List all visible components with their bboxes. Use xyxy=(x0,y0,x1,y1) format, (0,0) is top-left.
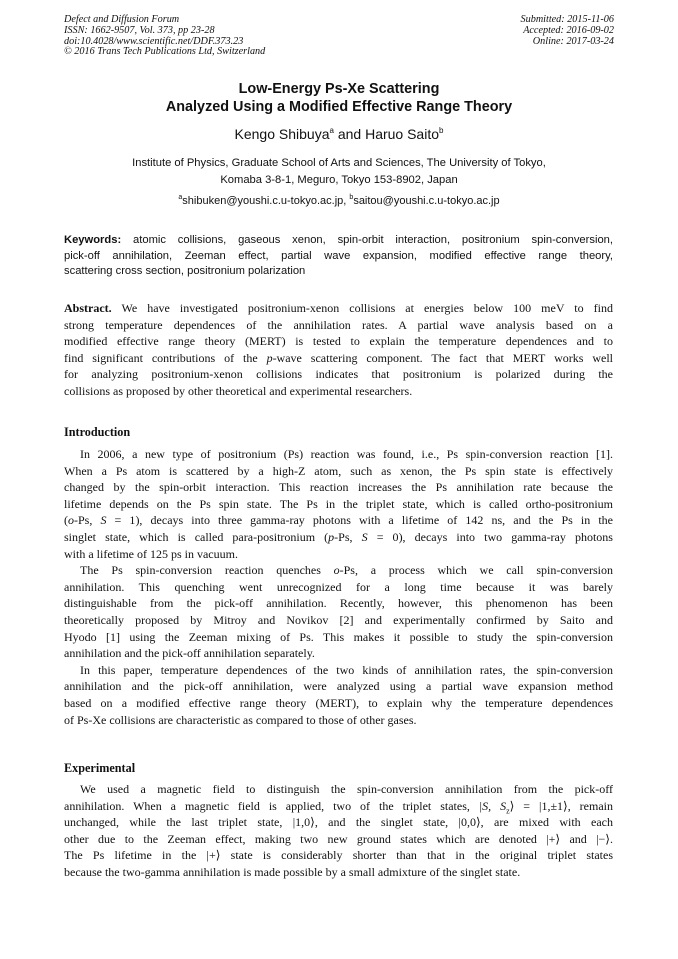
introduction-body xyxy=(64,446,613,728)
copyright: © 2016 Trans Tech Publications Ltd, Switzerland xyxy=(64,46,266,58)
keywords-line: scattering cross section, positronium polarization xyxy=(64,265,306,277)
intro-line: Hyodo [1] using the Zeeman mixing of Ps. This makes it possible to study the spin-conversion xyxy=(64,629,613,644)
exp-line: The Ps lifetime in the |+⟩ state is considerably shorter than that in the original triplet states xyxy=(64,848,614,863)
abstract-line: Abstract. We have investigated positronium-xenon collisions at energies below 100 meV to find xyxy=(64,301,613,315)
intro-line: singlet state, which is called para-positronium (p-Ps, S = 0), decays into two gamma-ray photons xyxy=(64,529,613,544)
email-separator: , xyxy=(343,195,350,207)
intro-line: changed by the spin-orbit interaction. This reaction increases the Ps annihilation rate because the xyxy=(64,480,613,495)
title-line-2: Analyzed Using a Modified Effective Range Theory xyxy=(165,99,513,115)
submitted-date: Submitted: 2015-11-06 xyxy=(520,14,614,25)
author-emails xyxy=(0,194,678,208)
abstract-label: Abstract. xyxy=(64,301,112,315)
email-marker: b xyxy=(349,194,354,201)
section-heading-experimental: Experimental xyxy=(64,761,136,775)
affiliation xyxy=(0,155,678,189)
intro-line: The Ps spin-conversion reaction quenches o-Ps, a process which we call spin-conversion xyxy=(80,563,613,578)
intro-line: with a lifetime of 125 ps in vacuum. xyxy=(64,546,238,561)
exp-line: because the two-gamma annihilation is made possible by a small admixture of the singlet state. xyxy=(64,864,521,879)
issn-volume: ISSN: 1662-9507, Vol. 373, pp 23-28 xyxy=(64,24,215,36)
abstract-block xyxy=(64,300,613,400)
abstract-line: strong temperature dependences of the annihilation rates. A partial wave analysis based on a xyxy=(64,317,613,332)
exp-line: unchanged, while the last triplet state, |1,0⟩, and the singlet state, |0,0⟩, are mixed with each xyxy=(64,815,613,830)
keywords-label: Keywords: xyxy=(64,234,122,246)
affiliation-marker: a xyxy=(329,126,334,135)
publication-dates xyxy=(521,15,614,47)
intro-line: When a Ps atom is scattered by a high-Z atom, such as xenon, the Ps spin state is effectively xyxy=(64,463,613,478)
keywords-block xyxy=(64,233,613,280)
intro-line: In this paper, temperature dependences of the two kinds of annihilation rates, the spin-conversion xyxy=(80,662,613,677)
intro-line: annihilation and the pick-off annihilation, were analyzed using a partial wave expansion method xyxy=(64,679,613,694)
online-date: Online: 2017-03-24 xyxy=(532,35,614,47)
exp-line: other due to the Zeeman effect, making two new ground states which are denoted |+⟩ and |−⟩. xyxy=(64,831,613,846)
intro-line: theoretically proposed by Mitroy and Novikov [2] and experimentally confirmed by Saito and xyxy=(64,612,613,627)
intro-line: annihilation and the pick-off annihilation separately. xyxy=(64,646,315,661)
keywords-line: pick-off annihilation, Zeeman effect, partial wave expansion, modified effective range theory, xyxy=(64,249,613,262)
exp-line: We used a magnetic field to distinguish the spin-conversion annihilation from the pick-off xyxy=(80,782,613,796)
affiliation-marker: b xyxy=(439,126,444,135)
author-name: Haruo Saito xyxy=(365,126,440,142)
intro-line: (o-Ps, S = 1), decays into three gamma-ray photons with a lifetime of 142 ns, and the Ps in the xyxy=(64,513,614,528)
email-link[interactable]: saitou@youshi.c.u-tokyo.ac.jp xyxy=(353,195,500,207)
abstract-line: find significant contributions of the p-wave scattering component. The fact that MERT works well xyxy=(64,350,613,365)
abstract-line: for analyzing positronium-xenon collisions indicates that positronium is polarized during the xyxy=(64,367,613,382)
intro-line: lifetime depends on the Ps spin state. The Ps in the triplet state, which is called ortho-positronium xyxy=(64,496,613,511)
author-list xyxy=(0,126,678,142)
section-heading-introduction: Introduction xyxy=(64,425,131,439)
email-marker: a xyxy=(178,194,183,201)
abstract-line: collisions as proposed by other theoretical and experimental researchers. xyxy=(64,383,413,398)
author-name: Kengo Shibuya xyxy=(234,126,330,142)
exp-line: annihilation. When a magnetic field is applied, two of the triplet states, |S, $S_z⟩$ = |1,±1⟩, remain xyxy=(64,798,613,815)
intro-line: based on a modified effective range theory (MERT), to explain why the temperature dependences xyxy=(64,695,613,710)
affiliation-line-1: Institute of Physics, Graduate School of Arts and Sciences, The University of Tokyo, xyxy=(132,157,546,169)
accepted-date: Accepted: 2016-09-02 xyxy=(523,24,614,36)
abstract-line: modified effective range theory (MERT) is tested to explain the temperature dependences and to xyxy=(64,334,613,349)
paper-title xyxy=(0,80,678,116)
journal-info xyxy=(64,15,265,58)
experimental-body xyxy=(64,781,613,881)
affiliation-line-2: Komaba 3-8-1, Meguro, Tokyo 153-8902, Japan xyxy=(220,174,458,186)
journal-name: Defect and Diffusion Forum xyxy=(64,14,180,25)
doi-link[interactable]: doi:10.4028/www.scientific.net/DDF.373.23 xyxy=(64,35,244,47)
title-line-1: Low-Energy Ps-Xe Scattering xyxy=(238,81,440,97)
intro-line: of Ps-Xe collisions are characteristic as compared to those of other gases. xyxy=(64,712,417,727)
author-conjunction: and xyxy=(333,126,366,142)
intro-line: annihilation. This quenching went unrecognized for a long time because it was barely xyxy=(64,579,613,594)
email-link[interactable]: shibuken@youshi.c.u-tokyo.ac.jp xyxy=(182,195,344,207)
keywords-line: Keywords: atomic collisions, gaseous xenon, spin-orbit interaction, positronium spin-conversion, xyxy=(64,234,613,246)
intro-line: distinguishable from the pick-off annihilation. Recently, however, this phenomenon has been xyxy=(64,596,613,611)
intro-line: In 2006, a new type of positronium (Ps) reaction was found, i.e., Ps spin-conversion reaction [1]. xyxy=(80,447,613,461)
